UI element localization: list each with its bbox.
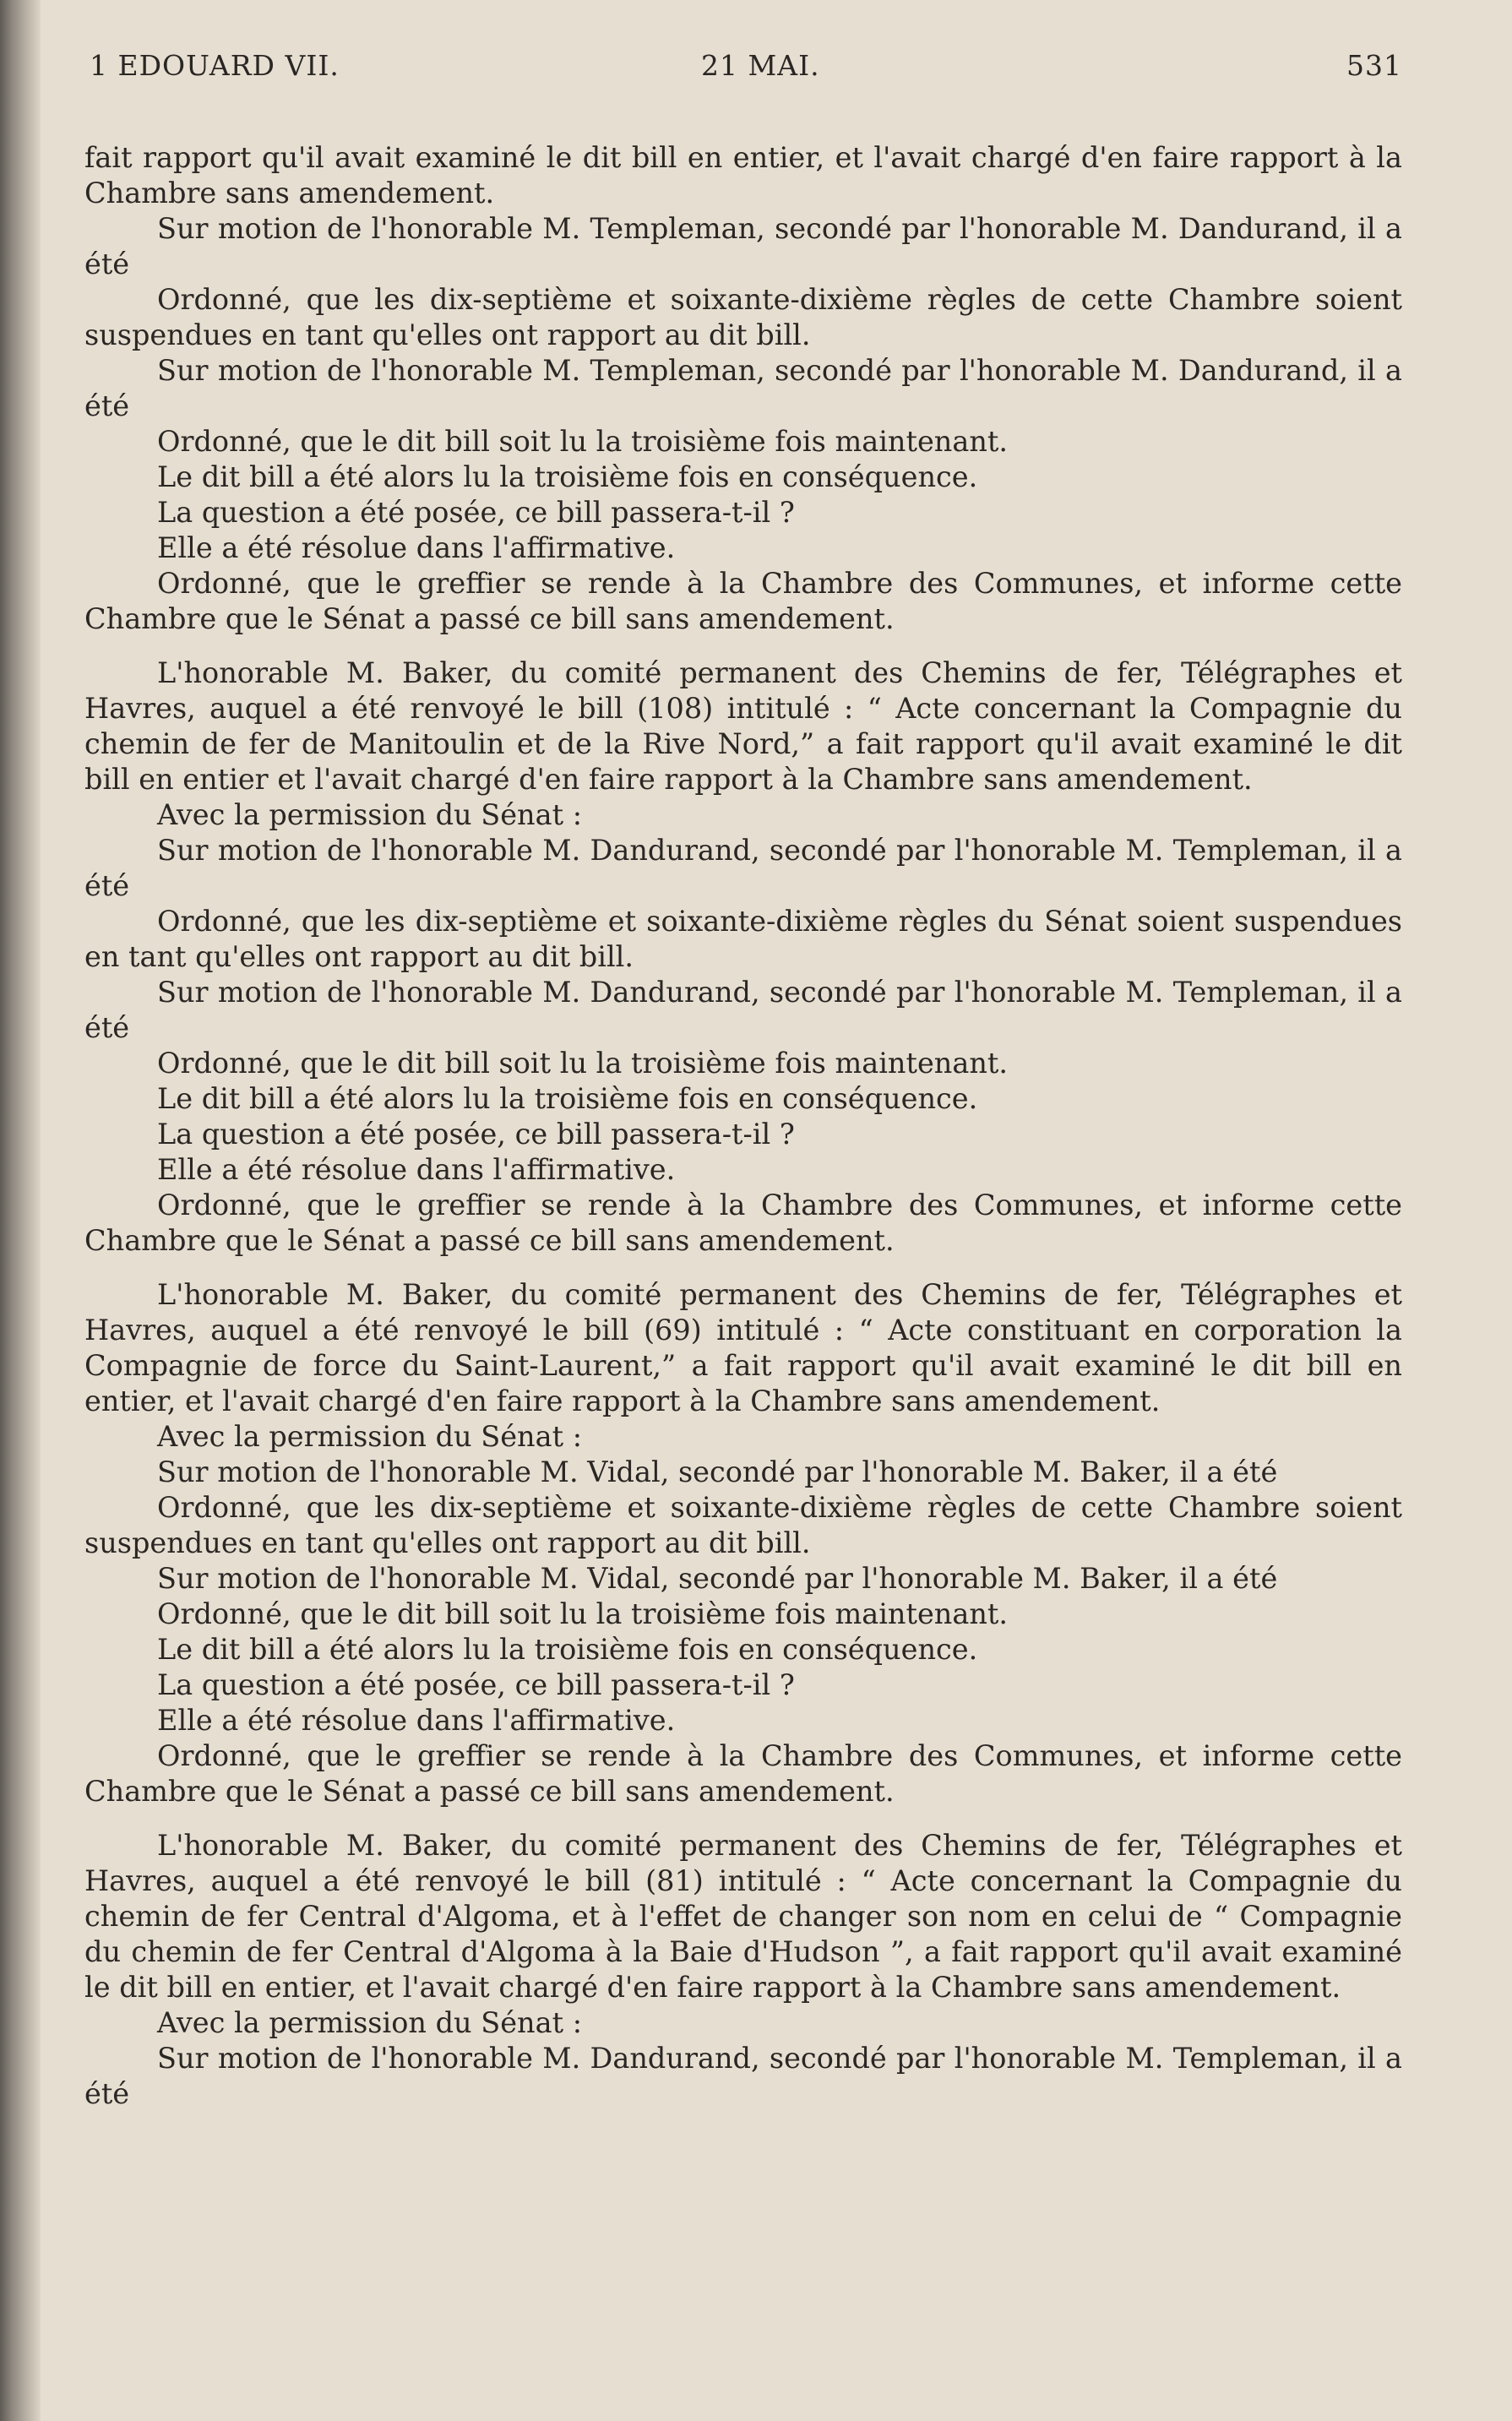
paragraph: La question a été posée, ce bill passera-t-il ? [157, 1668, 795, 1701]
paragraph: Sur motion de l'honorable M. Templeman, secondé par l'honorable M. Dandurand, il a été [84, 354, 1402, 422]
paragraph: Elle a été résolue dans l'affirmative. [157, 1153, 676, 1186]
header-reign: 1 EDOUARD VII. [90, 49, 340, 82]
paragraph: Ordonné, que les dix-septième et soixante-dixième règles de cette Chambre soient suspendues en tant qu'elles ont rapport au dit bill. [84, 283, 1402, 351]
header-date: 21 MAI. [701, 49, 820, 82]
paragraph: Ordonné, que le greffier se rende à la Chambre des Communes, et informe cette Chambre que le Sénat a passé ce bill sans amendement. [84, 567, 1402, 635]
paragraph: La question a été posée, ce bill passera-t-il ? [157, 1118, 795, 1151]
paragraph: Sur motion de l'honorable M. Dandurand, secondé par l'honorable M. Templeman, il a été [84, 976, 1402, 1044]
document-page [84, 49, 1402, 2112]
paragraph: Avec la permission du Sénat : [157, 2006, 582, 2039]
paragraph: La question a été posée, ce bill passera-t-il ? [157, 496, 795, 529]
paragraph: fait rapport qu'il avait examiné le dit bill en entier, et l'avait chargé d'en faire rapport à la Chambre sans amendement. [84, 141, 1402, 209]
paragraph: Sur motion de l'honorable M. Dandurand, secondé par l'honorable M. Templeman, il a été [84, 834, 1402, 902]
paragraph: Elle a été résolue dans l'affirmative. [157, 1704, 676, 1737]
paragraph: Ordonné, que les dix-septième et soixante-dixième règles du Sénat soient suspendues en tant qu'elles ont rapport au dit bill. [84, 905, 1402, 973]
paragraph: Ordonné, que le greffier se rende à la Chambre des Communes, et informe cette Chambre que le Sénat a passé ce bill sans amendement. [84, 1739, 1402, 1808]
paragraph: Ordonné, que les dix-septième et soixante-dixième règles de cette Chambre soient suspendues en tant qu'elles ont rapport au dit bill. [84, 1491, 1402, 1559]
running-header [84, 49, 1402, 96]
paragraph: Ordonné, que le dit bill soit lu la troisième fois maintenant. [157, 1047, 1009, 1080]
paragraph: Ordonné, que le dit bill soit lu la troisième fois maintenant. [157, 1597, 1009, 1630]
paragraph: Ordonné, que le greffier se rende à la Chambre des Communes, et informe cette Chambre que le Sénat a passé ce bill sans amendement. [84, 1189, 1402, 1257]
paragraph: Elle a été résolue dans l'affirmative. [157, 531, 676, 564]
paragraph: L'honorable M. Baker, du comité permanent des Chemins de fer, Télégraphes et Havres, auquel a été renvoyé le bill (108) intitulé : “ Acte concernant la Compagnie du chemin de fer de Manitoulin et de la Rive Nord,” a fait rapport qu'il avait examiné le dit bill en entier et l'avait chargé d'en faire rapport à la Chambre sans amendement. [84, 656, 1402, 796]
paragraph: Sur motion de l'honorable M. Vidal, secondé par l'honorable M. Baker, il a été [157, 1562, 1278, 1595]
journal-body [84, 140, 1402, 2112]
paragraph: Avec la permission du Sénat : [157, 798, 582, 831]
page-number: 531 [1346, 49, 1402, 82]
paragraph: L'honorable M. Baker, du comité permanent des Chemins de fer, Télégraphes et Havres, auquel a été renvoyé le bill (81) intitulé : “ Acte concernant la Compagnie du chemin de fer Central d'Algoma, et à l'effet de changer son nom en celui de “ Compagnie du chemin de fer Central d'Algoma à la Baie d'Hudson ”, a fait rapport qu'il avait examiné le dit bill en entier, et l'avait chargé d'en faire rapport à la Chambre sans amendement. [84, 1829, 1402, 2004]
paragraph: Sur motion de l'honorable M. Dandurand, secondé par l'honorable M. Templeman, il a été [84, 2042, 1402, 2110]
paragraph: L'honorable M. Baker, du comité permanent des Chemins de fer, Télégraphes et Havres, auquel a été renvoyé le bill (69) intitulé : “ Acte constituant en corporation la Compagnie de force du Saint-Laurent,” a fait rapport qu'il avait examiné le dit bill en entier, et l'avait chargé d'en faire rapport à la Chambre sans amendement. [84, 1278, 1402, 1417]
paragraph: Sur motion de l'honorable M. Vidal, secondé par l'honorable M. Baker, il a été [157, 1455, 1278, 1488]
paragraph: Le dit bill a été alors lu la troisième fois en conséquence. [157, 1633, 978, 1666]
paragraph: Avec la permission du Sénat : [157, 1420, 582, 1453]
paragraph: Sur motion de l'honorable M. Templeman, secondé par l'honorable M. Dandurand, il a été [84, 212, 1402, 280]
book-binding-edge [0, 0, 41, 2421]
paragraph: Ordonné, que le dit bill soit lu la troisième fois maintenant. [157, 425, 1009, 458]
paragraph: Le dit bill a été alors lu la troisième fois en conséquence. [157, 1082, 978, 1115]
paragraph: Le dit bill a été alors lu la troisième fois en conséquence. [157, 460, 978, 493]
